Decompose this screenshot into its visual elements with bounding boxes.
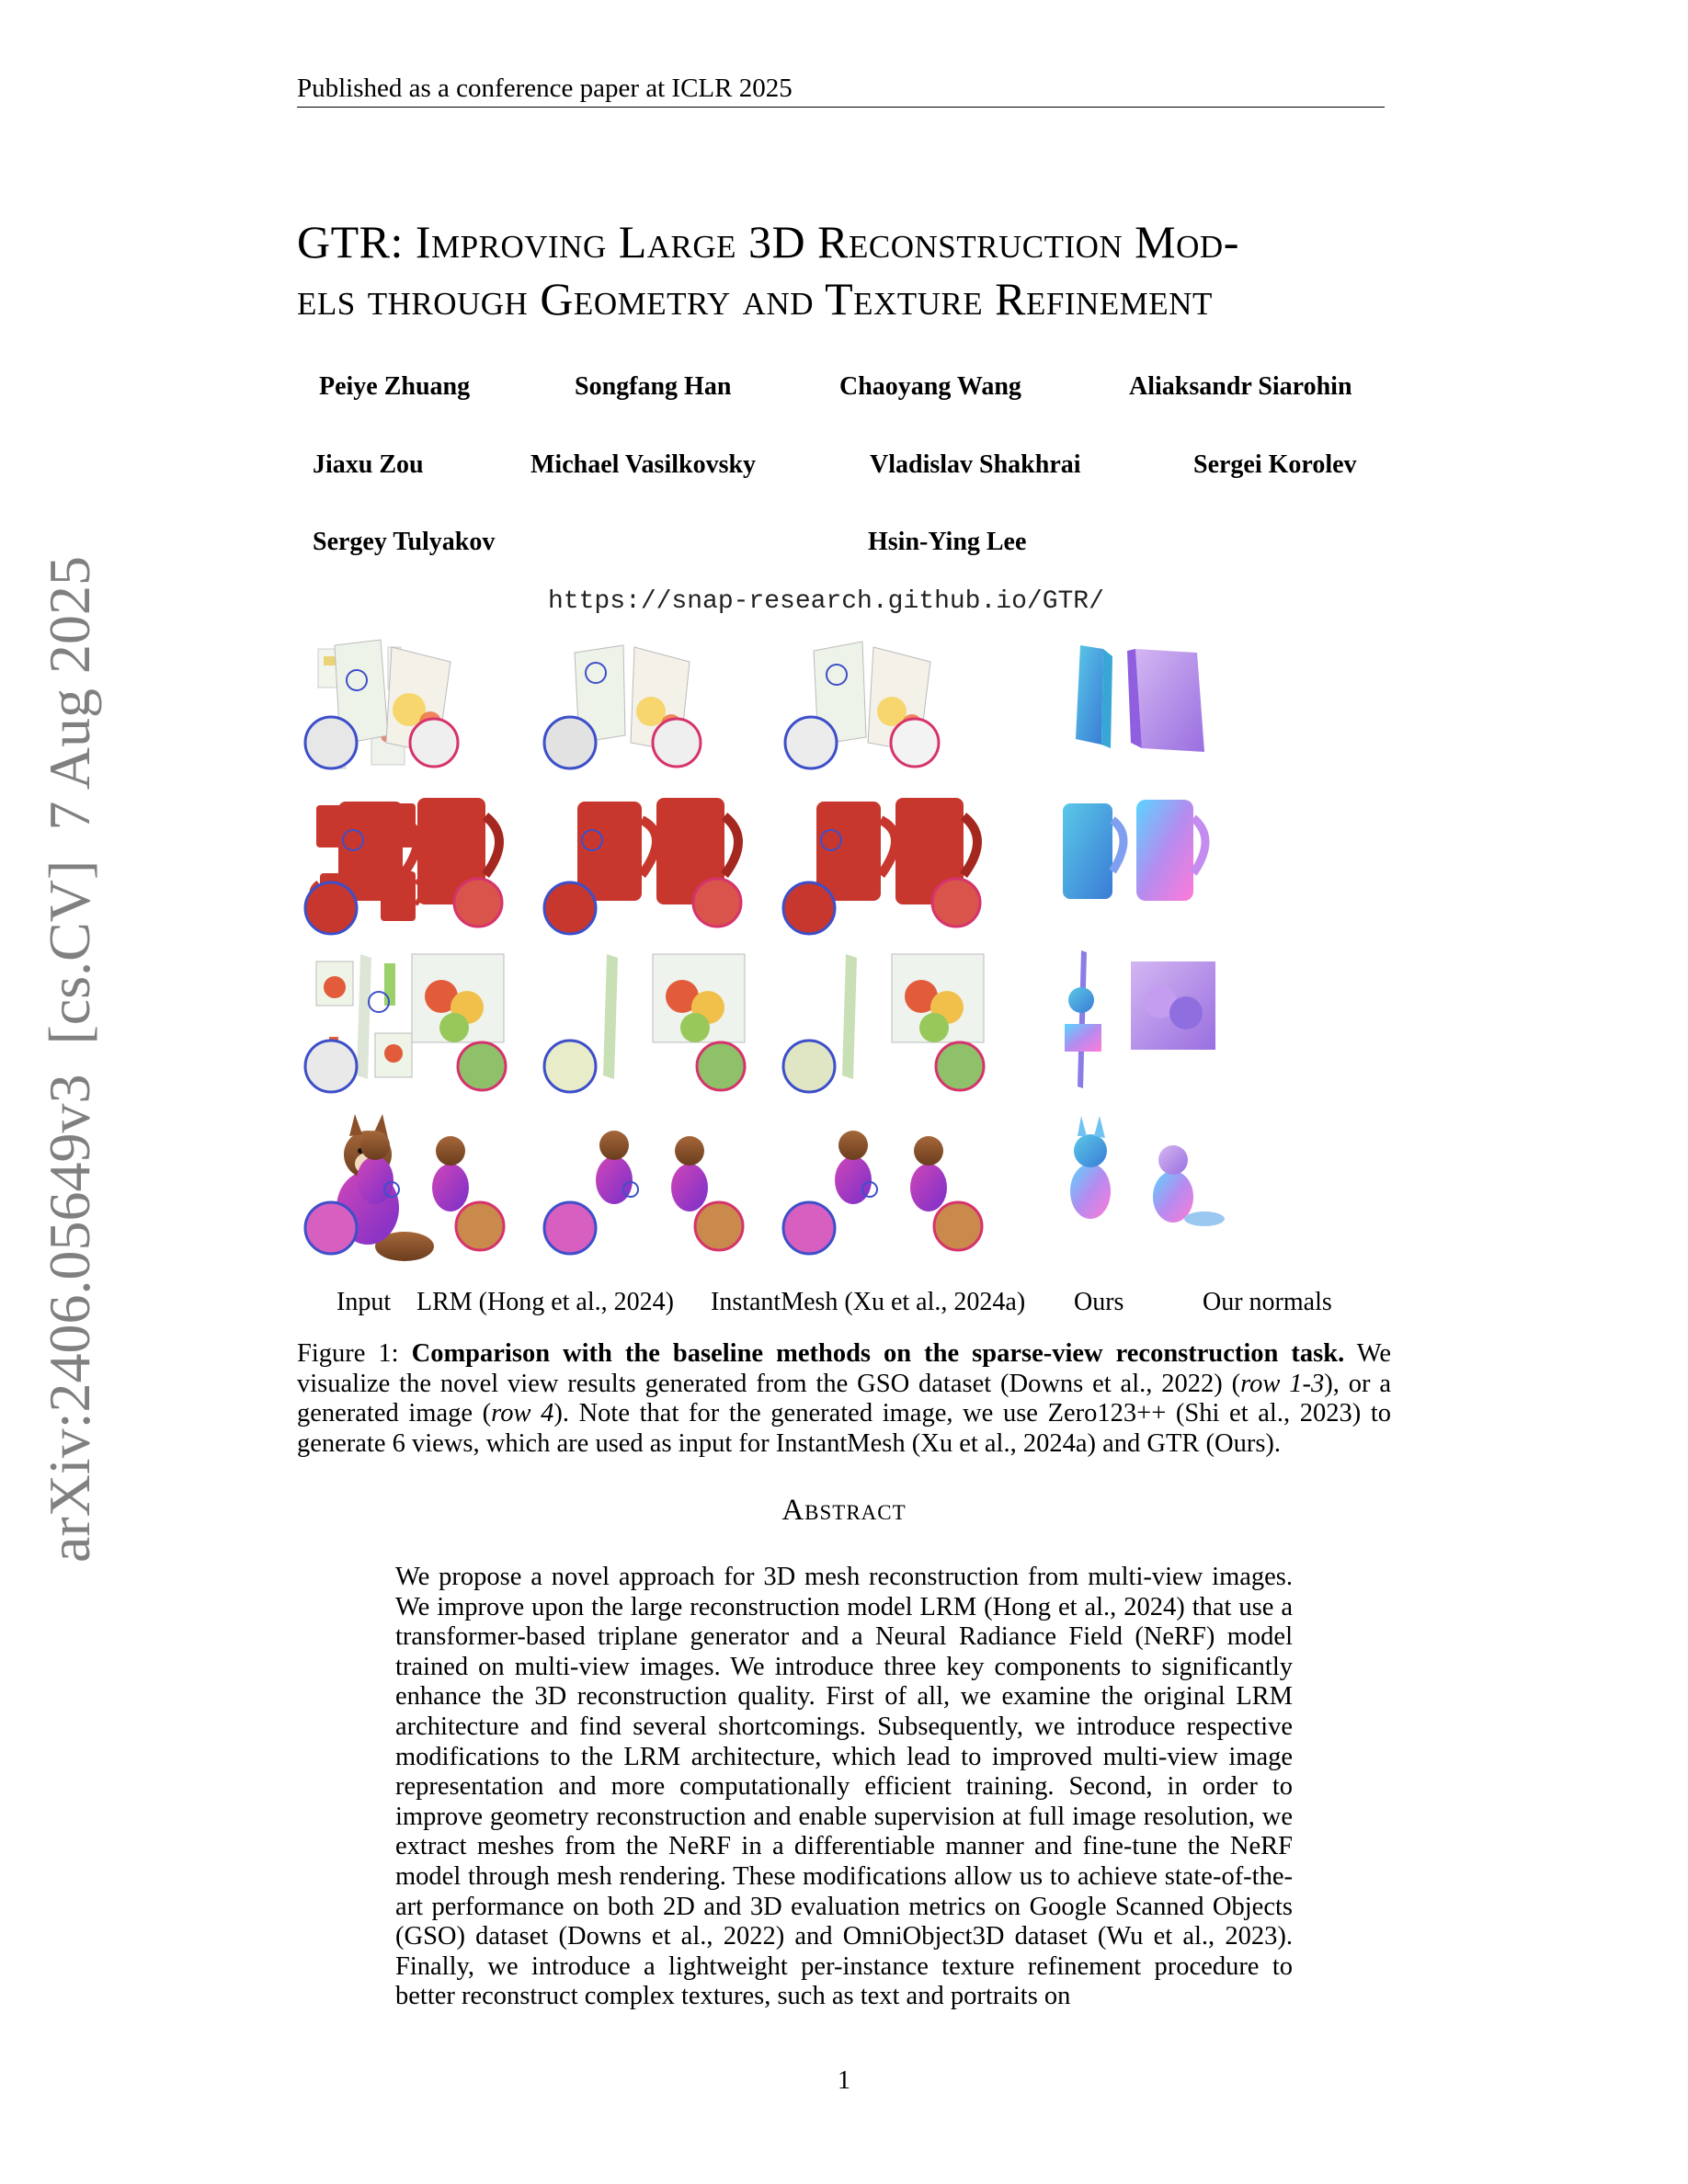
caption-text: ). Note that for the generated image, we use Zero123++ (Shi et al., 2023) to generate 6 views, which are used as input for InstantMesh (Xu et al., 2024a) and GTR (Ours). (297, 1399, 1392, 1458)
author-name: Michael Vasilkovsky (530, 450, 757, 479)
column-label-normals: Our normals (1203, 1288, 1332, 1316)
figure-caption (297, 1339, 1391, 1459)
project-url[interactable]: https://snap-research.github.io/GTR/ (548, 587, 1104, 616)
author-name: Vladislav Shakhrai (870, 450, 1081, 479)
caption-text: ), or a generated image ( (297, 1369, 1391, 1428)
caption-text: We visualize the novel view results generated from the GSO dataset (Downs et al., 2022) ( (297, 1339, 1391, 1398)
comparison-figure (303, 634, 1397, 1291)
row-juice-box (305, 640, 1204, 768)
row-fruit-package (305, 950, 1215, 1092)
abstract-heading: Abstract (781, 1494, 907, 1527)
author-name: Sergei Korolev (1193, 450, 1357, 479)
author-name: Peiye Zhuang (319, 372, 471, 401)
caption-italic: row 1-3 (1240, 1369, 1325, 1398)
page-number: 1 (838, 2066, 850, 2095)
paper-title (297, 213, 1400, 327)
caption-prefix: Figure 1: (297, 1339, 412, 1368)
author-name: Hsin-Ying Lee (868, 528, 1027, 556)
caption-italic: row 4 (491, 1399, 554, 1428)
author-name: Chaoyang Wang (839, 372, 1021, 401)
arxiv-stamp: arXiv:2406.05649v3 [cs.CV] 7 Aug 2025 (37, 555, 102, 1563)
column-label-instantmesh: InstantMesh (Xu et al., 2024a) (711, 1288, 1026, 1316)
author-name: Songfang Han (575, 372, 732, 401)
column-label-lrm: LRM (Hong et al., 2024) (416, 1288, 674, 1316)
row-squirrel (305, 1114, 1225, 1261)
caption-bold: Comparison with the baseline methods on the sparse-view reconstruction task. (411, 1339, 1345, 1368)
abstract-body: We propose a novel approach for 3D mesh reconstruction from multi-view images. We improve upon the large reconstruction model LRM (Hong et al., 2024) that use a transformer-based triplane generator and a Neural Radiance Field (NeRF) model trained on multi-view images. We introduce three key components to significantly enhance the 3D reconstruction quality. First of all, we examine the original LRM architecture and find several shortcomings. Subsequently, we introduce respective modifications to the LRM architecture, which lead to improved multi-view image representation and more computationally efficient training. Second, in order to improve geometry reconstruction and enable supervision at full image resolution, we extract meshes from the NeRF in a differentiable manner and fine-tune the NeRF model through mesh rendering. These modifications allow us to achieve state-of-the-art performance on both 2D and 3D evaluation metrics on Google Scanned Objects (GSO) dataset (Downs et al., 2022) and OmniObject3D dataset (Wu et al., 2023). Finally, we introduce a lightweight per-instance texture refinement procedure to better reconstruct complex textures, such as text and portraits on (395, 1563, 1293, 2011)
title-line-1: GTR: Improving Large 3D Reconstruction Mod- (297, 216, 1239, 267)
title-line-2: els through Geometry and Texture Refinement (297, 273, 1213, 324)
row-red-mug (305, 798, 1205, 934)
author-name: Sergey Tulyakov (313, 528, 496, 556)
author-name: Aliaksandr Siarohin (1129, 372, 1352, 401)
column-label-ours: Ours (1074, 1288, 1124, 1316)
author-name: Jiaxu Zou (313, 450, 424, 479)
running-header: Published as a conference paper at ICLR 2025 (297, 72, 1385, 108)
column-label-input: Input (336, 1288, 392, 1316)
